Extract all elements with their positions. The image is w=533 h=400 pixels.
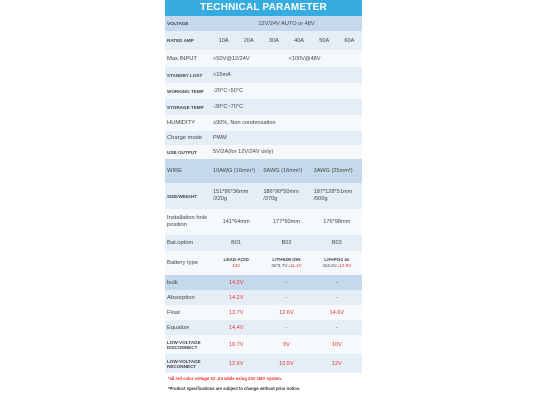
row-equalize xyxy=(165,320,362,335)
max-input-value-2: <100V@48V xyxy=(286,50,362,67)
standby-value: <15mA xyxy=(211,67,362,83)
wire-value: 6AWG (16mm²) xyxy=(261,159,311,183)
voltage-label: VOLTAGE xyxy=(165,16,211,31)
lvr-label: LOW-VOLTAGE RECONNECT xyxy=(165,354,211,373)
lvd-label: LOW-VOLTAGE DISCONNECT xyxy=(165,335,211,354)
rated-amp-value: 40A xyxy=(286,31,311,50)
rated-amp-value: 10A xyxy=(211,31,236,50)
technical-parameter-sheet xyxy=(165,0,362,400)
voltage-value: 12V/24V AUTO or 48V xyxy=(211,16,362,31)
sheet-title: TECHNICAL PARAMETER xyxy=(165,0,362,16)
lvr-value: 10.5V xyxy=(261,354,311,373)
float-label: Float xyxy=(165,305,211,320)
rated-amp-value: 60A xyxy=(337,31,362,50)
row-usb-output xyxy=(165,145,362,159)
storage-temp-label: STORAGE TEMP xyxy=(165,99,211,115)
bat-option-value: B03 xyxy=(312,235,362,251)
battery-voltage: 12V xyxy=(232,263,241,268)
product-specification-note: *Product specifications are subject to change without prior notice. xyxy=(168,386,301,391)
bulk-value: 14.2V xyxy=(211,275,261,290)
installation-label: Installation hole position xyxy=(165,209,211,235)
bat-option-value: B01 xyxy=(211,235,261,251)
rated-amp-value: 50A xyxy=(312,31,337,50)
row-storage-temp xyxy=(165,99,362,115)
working-temp-label: WORKING TEMP xyxy=(165,83,211,99)
row-rated-amp xyxy=(165,31,362,50)
absorption-value: 14.2V xyxy=(211,290,261,305)
rated-amp-value: 30A xyxy=(261,31,286,50)
battery-name: LEAD-ACID xyxy=(223,257,249,262)
usb-output-value: 5V/2A(for 12V/24V only) xyxy=(211,145,362,159)
bulk-value: - xyxy=(312,275,362,290)
row-humidity xyxy=(165,115,362,131)
charge-mode-value: PWM xyxy=(211,131,362,145)
row-voltage xyxy=(165,16,362,31)
battery-name: LiFePO4 4s xyxy=(324,257,350,262)
row-standby xyxy=(165,67,362,83)
row-absorption xyxy=(165,290,362,305)
row-low-voltage-reconnect xyxy=(165,354,362,373)
equalize-value: - xyxy=(261,320,311,335)
installation-value: 177*60mm xyxy=(261,209,311,235)
wire-value: 10AWG (16mm²) xyxy=(211,159,261,183)
spec-table xyxy=(165,16,362,373)
float-value: 13.7V xyxy=(211,305,261,320)
row-low-voltage-disconnect xyxy=(165,335,362,354)
equalize-value: 14.4V xyxy=(211,320,261,335)
row-installation xyxy=(165,209,362,235)
float-value: 14.6V xyxy=(312,305,362,320)
lvd-value: 10.7V xyxy=(211,335,261,354)
battery-type-label: Battery type xyxy=(165,251,211,275)
row-bulk xyxy=(165,275,362,290)
max-input-value-1: <50V@12/24V xyxy=(211,50,286,67)
row-wire xyxy=(165,159,362,183)
absorption-value: - xyxy=(312,290,362,305)
lvr-value: 12.6V xyxy=(211,354,261,373)
battery-voltage: 11.1V xyxy=(290,263,302,268)
equalize-value: - xyxy=(312,320,362,335)
bat-option-label: Bat.option xyxy=(165,235,211,251)
row-size-weight xyxy=(165,183,362,209)
lvd-value: 10V xyxy=(312,335,362,354)
charge-mode-label: Charge mode xyxy=(165,131,211,145)
battery-voltage: 12.8V xyxy=(339,263,352,268)
lvr-value: 12V xyxy=(312,354,362,373)
wire-value: 3AWG (25mm²) xyxy=(312,159,362,183)
row-bat-option xyxy=(165,235,362,251)
standby-label: STANDBY LOST xyxy=(165,67,211,83)
bat-option-value: B02 xyxy=(261,235,311,251)
battery-type-lifepo4 xyxy=(312,251,362,275)
size-weight-value: 186*90*50mm /370g xyxy=(261,183,311,209)
installation-value: 141*64mm xyxy=(211,209,261,235)
size-weight-value: 187*128*51mm /500g xyxy=(312,183,362,209)
working-temp-value: -20°C~50°C xyxy=(211,83,362,99)
red-voltage-note: *all red color voltage X2 ,X4 while using 24V /48V system. xyxy=(168,376,283,381)
bulk-value: - xyxy=(261,275,311,290)
storage-temp-value: -30°C~70°C xyxy=(211,99,362,115)
max-input-label: Max.INPUT xyxy=(165,50,211,67)
equalize-label: Equalize xyxy=(165,320,211,335)
rated-amp-value: 20A xyxy=(236,31,261,50)
bulk-label: bulk xyxy=(165,275,211,290)
row-float xyxy=(165,305,362,320)
battery-type-lead-acid xyxy=(211,251,261,275)
size-weight-label: SIZE/WEIGHT xyxy=(165,183,211,209)
row-battery-type xyxy=(165,251,362,275)
absorption-value: - xyxy=(261,290,311,305)
wire-label: WIRE xyxy=(165,159,211,183)
float-value: 12.6V xyxy=(261,305,311,320)
row-charge-mode xyxy=(165,131,362,145)
size-weight-value: 151*86*36mm /220g xyxy=(211,183,261,209)
rated-amp-label: RATED AMP xyxy=(165,31,211,50)
battery-name: LITHIUM ION xyxy=(272,257,301,262)
battery-formula: 4x3.2V= xyxy=(322,263,340,268)
humidity-value: ≤90%, Non condensation xyxy=(211,115,362,131)
absorption-label: Absorption xyxy=(165,290,211,305)
usb-output-label: USB OUTPUT xyxy=(165,145,211,159)
row-working-temp xyxy=(165,83,362,99)
humidity-label: HUMIDITY xyxy=(165,115,211,131)
battery-formula: 3s*3.7V= xyxy=(271,263,291,268)
row-max-input xyxy=(165,50,362,67)
battery-type-lithium-ion xyxy=(261,251,311,275)
installation-value: 176*98mm xyxy=(312,209,362,235)
lvd-value: 9V xyxy=(261,335,311,354)
